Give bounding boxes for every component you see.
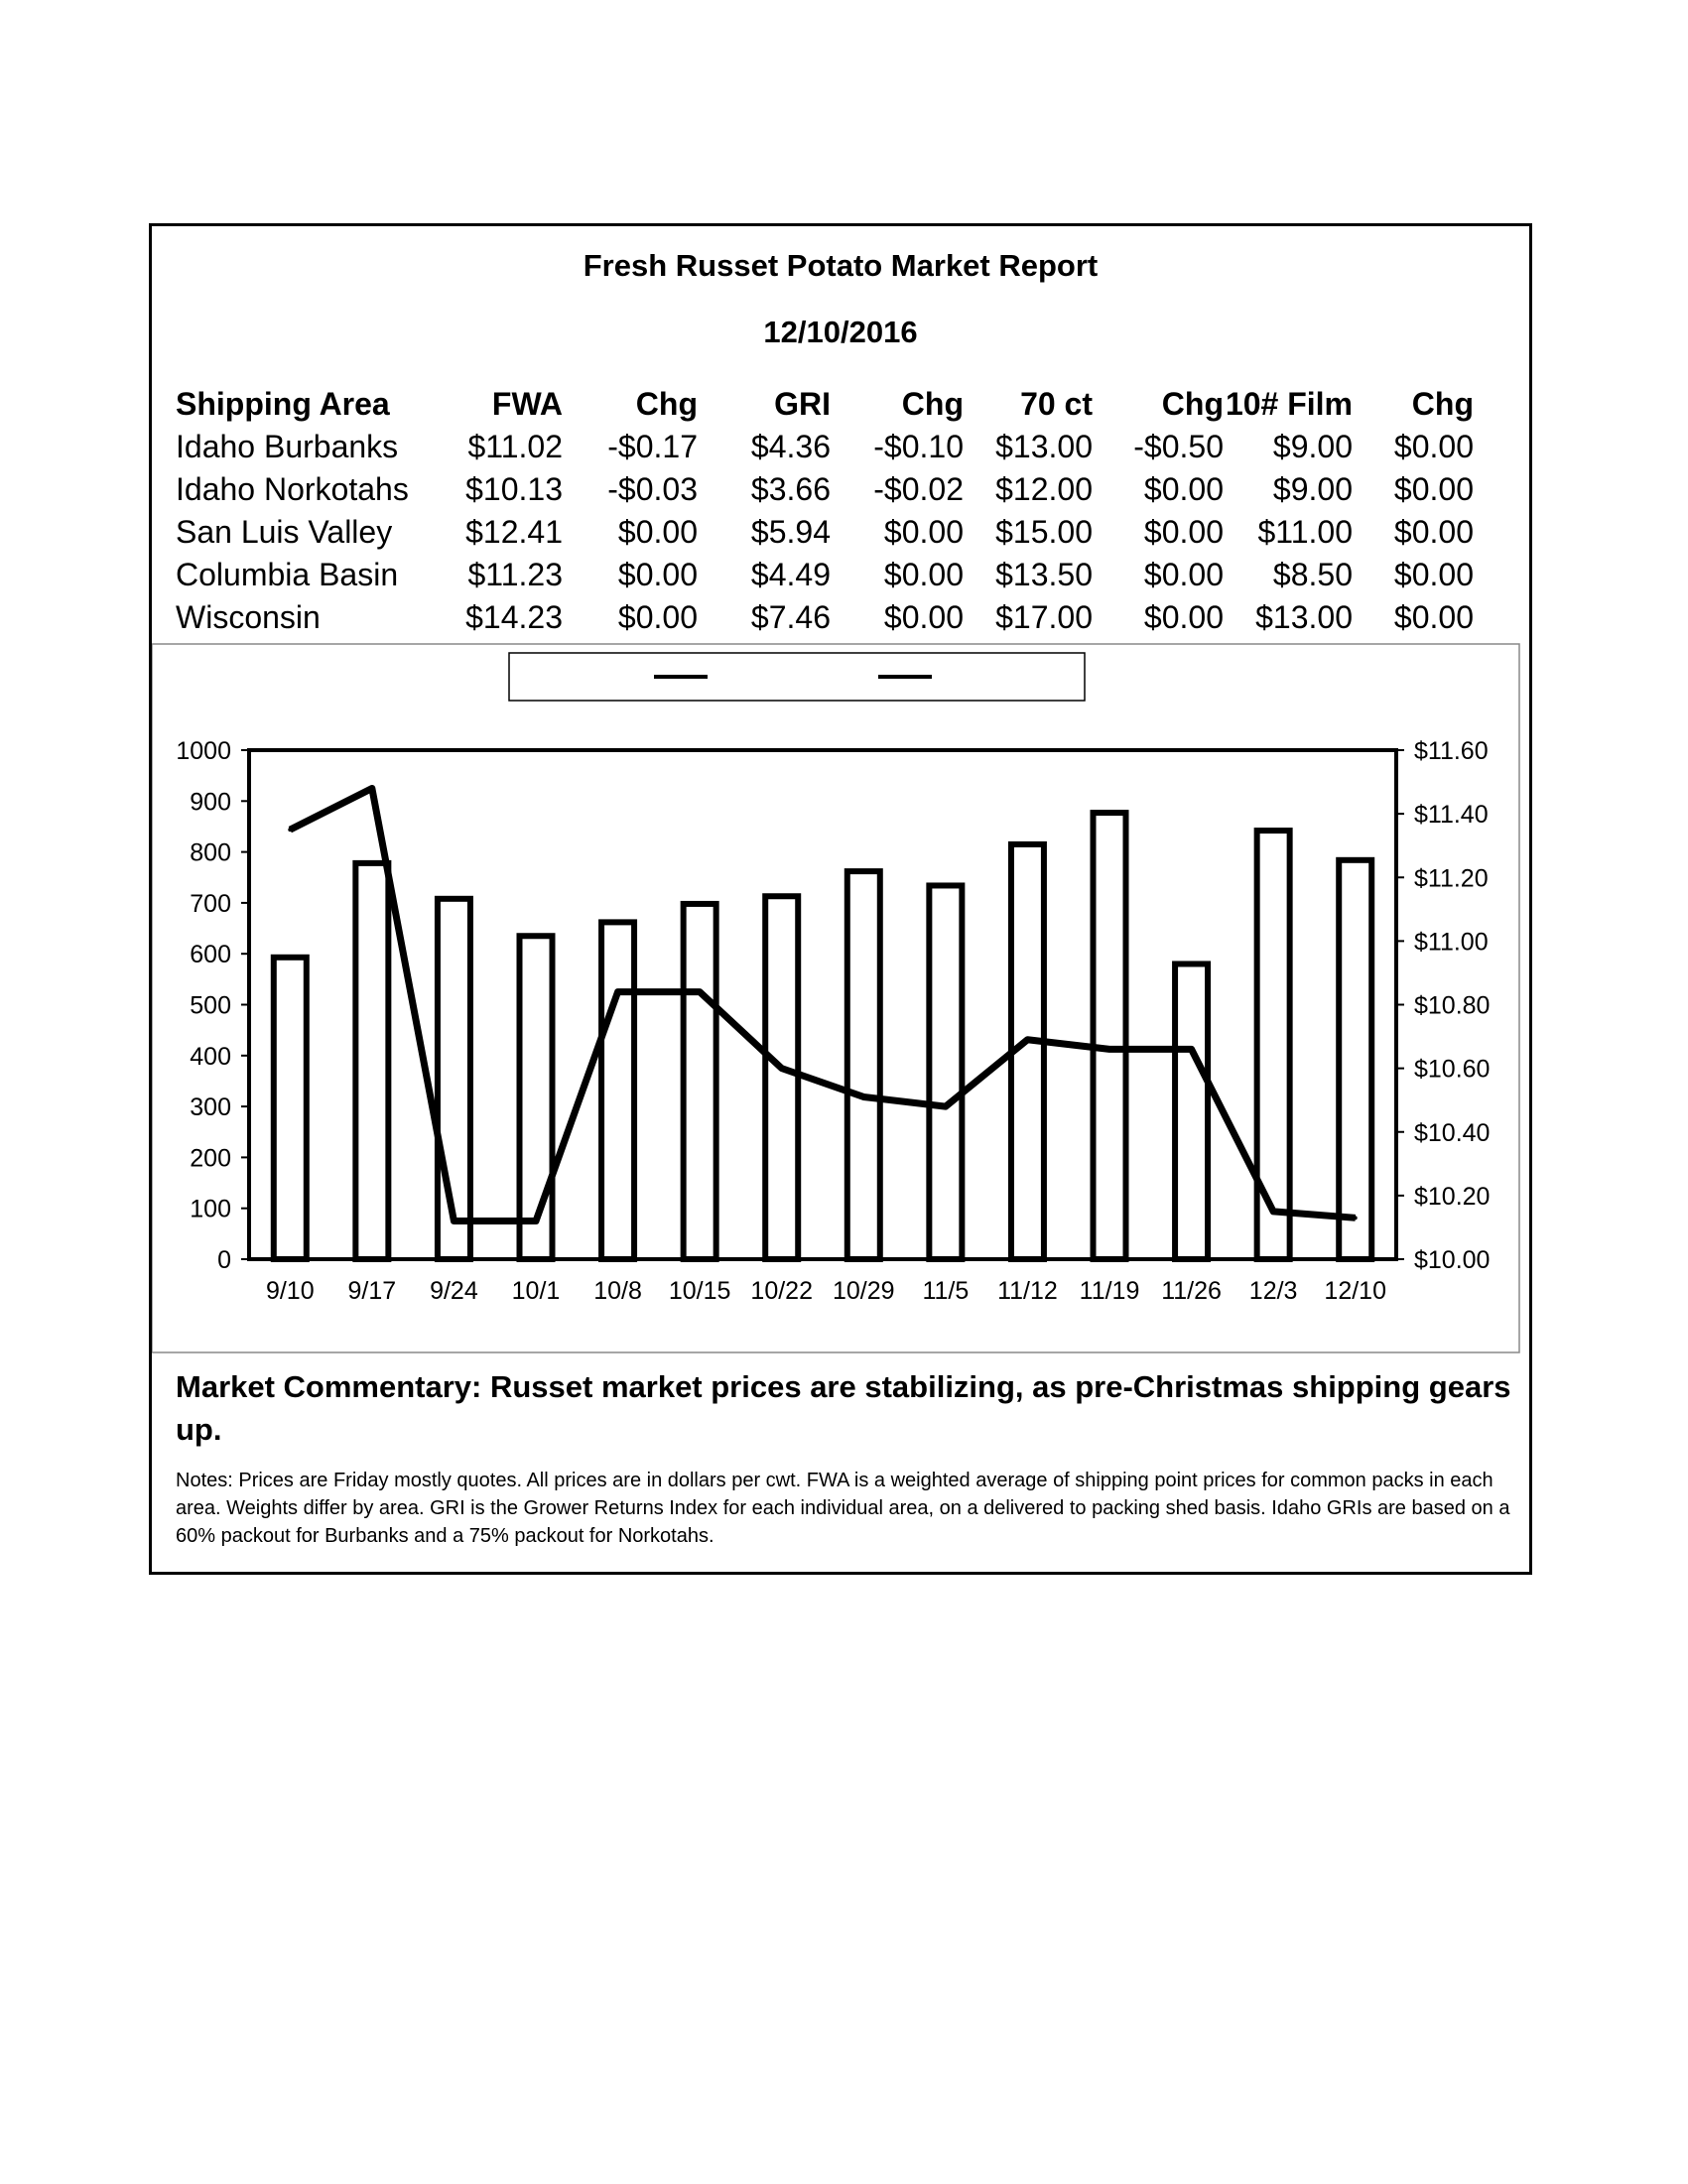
left-axis-tick-label: 300 — [190, 1093, 231, 1122]
x-axis-tick-label: 9/17 — [347, 1277, 397, 1305]
area-name: Idaho Burbanks — [176, 429, 399, 464]
left-axis-tick-label: 200 — [190, 1144, 231, 1173]
fwa-change: -$0.03 — [607, 471, 698, 507]
bar — [929, 885, 962, 1259]
right-axis-tick-label: $10.00 — [1414, 1246, 1491, 1274]
left-axis-tick-label: 600 — [190, 941, 231, 969]
header-film: 10# Film — [1225, 386, 1353, 422]
x-axis-tick-label: 11/19 — [1079, 1277, 1140, 1305]
fwa-value: $11.23 — [467, 557, 563, 592]
bar — [274, 958, 307, 1259]
right-axis-tick-label: $10.40 — [1414, 1118, 1491, 1147]
fwa-change: $0.00 — [617, 599, 698, 635]
70ct-value: $13.00 — [995, 429, 1093, 464]
report-date: 12/10/2016 — [763, 315, 918, 349]
x-axis-tick-label: 10/1 — [511, 1277, 561, 1305]
area-name: Idaho Norkotahs — [176, 471, 409, 507]
gri-change: $0.00 — [883, 599, 964, 635]
line-point — [1025, 1038, 1029, 1042]
price-table — [176, 383, 1474, 639]
x-axis-tick-label: 9/24 — [430, 1277, 478, 1305]
right-axis-tick-label: $10.20 — [1414, 1182, 1491, 1211]
table-row — [176, 596, 1474, 639]
gri-value: $5.94 — [750, 514, 831, 550]
header-gri: GRI — [774, 386, 831, 422]
table-row — [176, 554, 1474, 596]
area-name: San Luis Valley — [176, 514, 393, 550]
gri-value: $4.49 — [750, 557, 831, 592]
film-value: $9.00 — [1272, 471, 1353, 507]
line-point — [452, 1220, 455, 1223]
header-70ct: 70 ct — [1020, 386, 1093, 422]
header-shipping-area: Shipping Area — [176, 386, 390, 422]
film-change: $0.00 — [1393, 557, 1474, 592]
fwa-value: $10.13 — [465, 471, 563, 507]
left-axis-tick-label: 500 — [190, 991, 231, 1020]
gri-value: $4.36 — [750, 429, 831, 464]
right-axis-tick-label: $10.60 — [1414, 1055, 1491, 1084]
right-axis-tick-label: $11.00 — [1414, 928, 1489, 957]
left-axis-tick-label: 900 — [190, 788, 231, 817]
x-axis-tick-label: 10/15 — [668, 1277, 731, 1305]
70ct-change: $0.00 — [1143, 599, 1224, 635]
right-axis-tick-label: $10.80 — [1414, 991, 1491, 1020]
fwa-change: -$0.17 — [607, 429, 698, 464]
market-commentary: Market Commentary: Russet market prices are stabilizing, as pre-Christmas shipping gears up. — [176, 1369, 1511, 1447]
gri-change: -$0.02 — [873, 471, 964, 507]
table-header-row — [176, 383, 1474, 426]
x-axis-tick-label: 11/5 — [922, 1277, 970, 1305]
x-axis-tick-label: 11/12 — [997, 1277, 1058, 1305]
bar — [355, 863, 388, 1259]
report-title: Fresh Russet Potato Market Report — [583, 248, 1099, 283]
film-value: $9.00 — [1272, 429, 1353, 464]
x-axis-tick-label: 10/22 — [750, 1277, 813, 1305]
fwa-change: $0.00 — [617, 514, 698, 550]
fwa-value: $14.23 — [465, 599, 563, 635]
header-fwa-chg: Chg — [635, 386, 698, 422]
70ct-change: $0.00 — [1143, 514, 1224, 550]
table-row — [176, 468, 1474, 511]
line-point — [698, 990, 702, 994]
bar — [1339, 860, 1371, 1259]
left-axis-tick-label: 100 — [190, 1195, 231, 1223]
x-axis-tick-label: 11/26 — [1161, 1277, 1222, 1305]
line-point — [370, 786, 374, 790]
bar — [684, 904, 716, 1259]
bar — [601, 922, 634, 1259]
fwa-value: $11.02 — [467, 429, 563, 464]
left-axis-tick-label: 700 — [190, 889, 231, 918]
line-point — [1107, 1047, 1111, 1051]
x-axis-tick-label: 10/8 — [593, 1277, 642, 1305]
line-point — [534, 1220, 538, 1223]
film-value: $11.00 — [1257, 514, 1353, 550]
report-notes: Notes: Prices are Friday mostly quotes. All prices are in dollars per cwt. FWA is a weighted average of shipping point prices for common packs in each area. Weights differ by area. GRI is the Grower Returns Index for each individual area, on a delivered to packing shed basis. Idaho GRIs are based on a 60% packout for Burbanks and a 75% packout for Norkotahs. — [176, 1470, 1510, 1547]
right-axis-tick-label: $11.40 — [1414, 801, 1489, 830]
line-point — [1190, 1047, 1194, 1051]
70ct-value: $12.00 — [995, 471, 1093, 507]
chart — [152, 643, 1529, 1357]
line-point — [861, 1094, 865, 1098]
gri-value: $3.66 — [750, 471, 831, 507]
film-change: $0.00 — [1393, 429, 1474, 464]
70ct-change: $0.00 — [1143, 557, 1224, 592]
gri-change: -$0.10 — [873, 429, 964, 464]
line-point — [1354, 1216, 1358, 1220]
line-point — [1271, 1210, 1275, 1214]
line-point — [288, 828, 292, 832]
left-axis-tick-label: 400 — [190, 1042, 231, 1071]
70ct-value: $13.50 — [995, 557, 1093, 592]
gri-change: $0.00 — [883, 514, 964, 550]
bar — [1175, 964, 1208, 1259]
bar — [847, 871, 880, 1259]
plot-area-border — [249, 750, 1396, 1259]
left-axis-tick-label: 800 — [190, 838, 231, 867]
film-change: $0.00 — [1393, 599, 1474, 635]
area-name: Columbia Basin — [176, 557, 399, 592]
x-axis-tick-label: 12/10 — [1324, 1277, 1386, 1305]
film-value: $8.50 — [1272, 557, 1353, 592]
film-change: $0.00 — [1393, 471, 1474, 507]
line-point — [944, 1104, 948, 1108]
70ct-change: $0.00 — [1143, 471, 1224, 507]
market-report — [149, 223, 1532, 1575]
header-gri-chg: Chg — [901, 386, 964, 422]
header-70ct-chg: Chg — [1161, 386, 1224, 422]
table-row — [176, 426, 1474, 468]
bar — [1094, 813, 1126, 1259]
left-axis-tick-label: 0 — [217, 1246, 231, 1274]
fwa-value: $12.41 — [465, 514, 563, 550]
table-row — [176, 511, 1474, 554]
line-point — [616, 990, 620, 994]
film-value: $13.00 — [1255, 599, 1353, 635]
fwa-change: $0.00 — [617, 557, 698, 592]
film-change: $0.00 — [1393, 514, 1474, 550]
gri-value: $7.46 — [750, 599, 831, 635]
right-axis-tick-label: $11.20 — [1414, 864, 1489, 893]
bar — [765, 896, 798, 1259]
x-axis-tick-label: 10/29 — [833, 1277, 895, 1305]
header-film-chg: Chg — [1411, 386, 1474, 422]
x-axis-tick-label: 12/3 — [1248, 1277, 1298, 1305]
area-name: Wisconsin — [176, 599, 321, 635]
header-fwa: FWA — [491, 386, 563, 422]
right-axis-tick-label: $11.60 — [1414, 737, 1489, 765]
70ct-value: $15.00 — [995, 514, 1093, 550]
legend-box — [509, 653, 1085, 701]
left-axis-tick-label: 1000 — [176, 737, 231, 765]
x-axis-tick-label: 9/10 — [265, 1277, 315, 1305]
70ct-value: $17.00 — [995, 599, 1093, 635]
70ct-change: -$0.50 — [1133, 429, 1224, 464]
gri-change: $0.00 — [883, 557, 964, 592]
line-point — [780, 1067, 784, 1071]
